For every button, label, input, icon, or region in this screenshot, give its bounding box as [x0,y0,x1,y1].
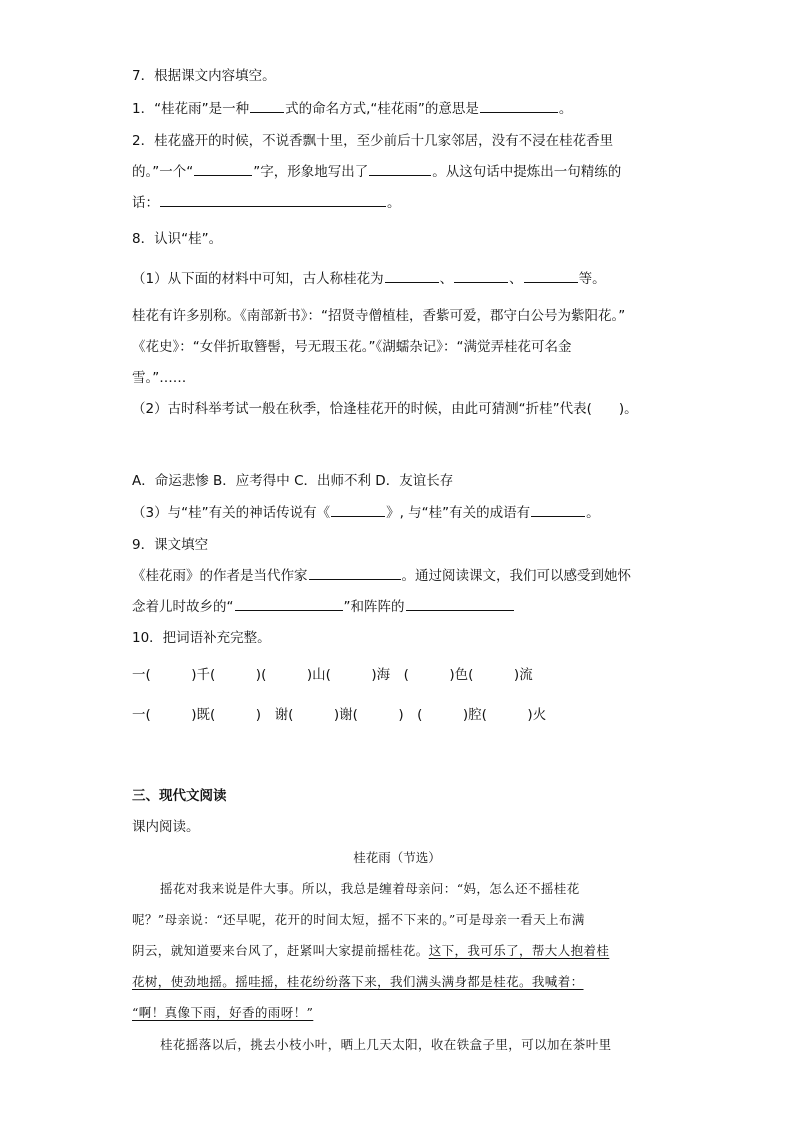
blank [524,270,578,283]
q10-row-1: 一( )千( )( )山( )海 ( )色( )流 [132,667,533,683]
passage-line: 摇花对我来说是件大事。所以，我总是缠着母亲问：“妈，怎么还不摇桂花 [160,881,580,896]
q7-sentence-2-line-2: 的。”一个“ ”字，形象地写出了 。从这句话中提炼出一句精练的 [132,164,622,180]
section-subheading: 课内阅读。 [132,819,200,835]
q8-heading: 8．认识“桂”。 [132,231,223,247]
blank [480,100,558,113]
q7-sentence-2-line-3: 话： 。 [132,195,401,211]
q9-line-1: 《桂花雨》的作者是当代作家 。通过阅读课文，我们可以感受到她怀 [132,568,631,584]
q7-heading: 7．根据课文内容填空。 [132,68,276,84]
q9-line-2: 念着儿时故乡的“ ”和阵阵的 [132,598,515,616]
q10-heading: 10．把词语补充完整。 [132,630,271,646]
blank [531,504,585,517]
q8-part-1: （1）从下面的材料中可知，古人称桂花为 、 、 等。 [132,271,606,287]
blank [250,100,284,113]
q7-sentence-2-line-1: 2．桂花盛开的时候，不说香飘十里，至少前后十几家邻居，没有不浸在桂花香里 [132,133,614,149]
q8-part-3: （3）与“桂”有关的神话传说有《 》, 与“桂”有关的成语有 。 [132,505,600,521]
q9-heading: 9．课文填空 [132,537,209,553]
q8-material-line-3: 雪。”…… [132,370,187,386]
blank [235,598,343,611]
blank [385,270,439,283]
underlined-text: 这下，我可乐了，帮大人抱着桂 [428,943,610,958]
passage-line: 阴云，就知道要来台风了，赶紧叫大家提前摇桂花。这下，我可乐了，帮大人抱着桂 [132,943,610,958]
q8-options: A．命运悲惨 B．应考得中 C．出师不利 D．友谊长存 [132,473,454,489]
q8-material-line-2: 《花史》：“女伴折取簪髻，号无瑕玉花。”《湖蠕杂记》：“满觉弄桂花可名金 [132,339,572,355]
underlined-passage-line: 花树，使劲地摇。摇哇摇，桂花纷纷落下来，我们满头满身都是桂花。我喊着： [132,974,584,989]
passage-line: 桂花摇落以后，挑去小枝小叶，晒上几天太阳，收在铁盒子里，可以加在茶叶里 [160,1037,612,1052]
blank [160,194,386,207]
blank [331,504,385,517]
q8-material-line-1: 桂花有许多别称。《南部新书》：“招贤寺僧植桂，香紫可爱，郡守白公号为紫阳花。” [132,308,626,324]
blank [309,567,401,580]
passage-title: 桂花雨（节选） [353,850,441,865]
blank [194,163,252,176]
passage-line: 呢？”母亲说：“还早呢，花开的时间太短，摇不下来的。”可是母亲一看天上布满 [132,912,585,927]
underlined-passage-line: “啊！真像下雨，好香的雨呀！” [132,1005,314,1020]
section-heading: 三、现代文阅读 [132,788,227,804]
q8-part-2: （2）古时科举考试一般在秋季，恰逢桂花开的时候，由此可猜测“折桂”代表( )。 [132,401,638,417]
blank [369,163,431,176]
blank [454,270,508,283]
blank [406,598,514,611]
q7-sentence-1: 1．“桂花雨”是一种 式的命名方式,“桂花雨”的意思是 。 [132,101,573,117]
q10-row-2: 一( )既( ) 谢( )谢( ) ( )腔( )火 [132,707,547,723]
